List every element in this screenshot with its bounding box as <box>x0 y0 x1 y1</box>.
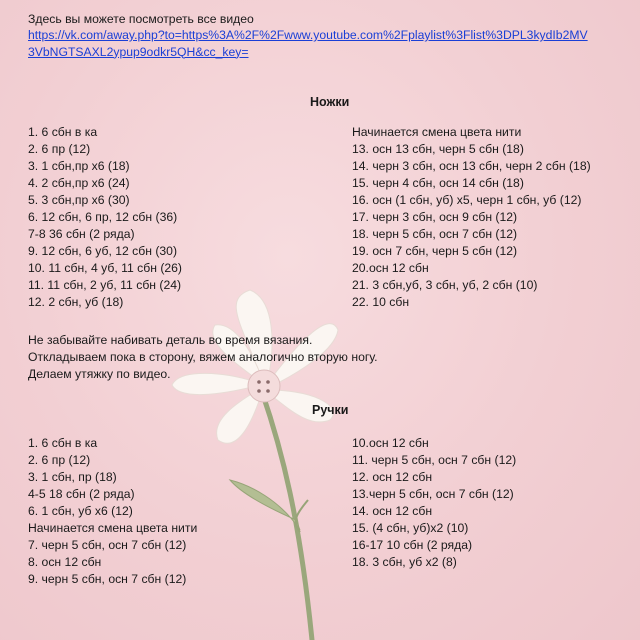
pattern-row: 21. 3 сбн,уб, 3 сбн, уб, 2 сбн (10) <box>352 278 538 292</box>
pattern-row: 9. 12 сбн, 6 уб, 12 сбн (30) <box>28 244 178 258</box>
pattern-row: 1. 6 сбн в ка <box>28 436 98 450</box>
pattern-row: 3. 1 сбн, пр (18) <box>28 470 117 484</box>
instruction-notes <box>28 332 378 383</box>
pattern-row: 17. черн 3 сбн, осн 9 сбн (12) <box>352 210 518 224</box>
pattern-row: 4-5 18 сбн (2 ряда) <box>28 487 135 501</box>
link-line-2[interactable]: 3VbNGTSAXL2ypup9odkr5QH&cc_key= <box>28 44 249 59</box>
pattern-row: 18. 3 сбн, уб х2 (8) <box>352 555 457 569</box>
pattern-row: 16-17 10 сбн (2 ряда) <box>352 538 473 552</box>
pattern-row: 7-8 36 сбн (2 ряда) <box>28 227 135 241</box>
note-line: Не забывайте набивать деталь во время вязания. <box>28 333 313 347</box>
pattern-row: 14. осн 12 сбн <box>352 504 433 518</box>
note-line: Откладываем пока в сторону, вяжем аналогично вторую ногу. <box>28 350 378 364</box>
pattern-row: 8. осн 12 сбн <box>28 555 102 569</box>
pattern-row: 10. 11 сбн, 4 уб, 11 сбн (26) <box>28 261 182 275</box>
pattern-row: 15. (4 сбн, уб)х2 (10) <box>352 521 469 535</box>
intro-text: Здесь вы можете посмотреть все видео <box>28 12 254 26</box>
pattern-row: 5. 3 сбн,пр х6 (30) <box>28 193 130 207</box>
pattern-row: 18. черн 5 сбн, осн 7 сбн (12) <box>352 227 518 241</box>
pattern-row: 13. осн 13 сбн, черн 5 сбн (18) <box>352 142 524 156</box>
pattern-row: 1. 6 сбн в ка <box>28 125 98 139</box>
pattern-row: Начинается смена цвета нити <box>352 125 522 139</box>
note-line: Делаем утяжку по видео. <box>28 367 171 381</box>
pattern-row: 9. черн 5 сбн, осн 7 сбн (12) <box>28 572 187 586</box>
pattern-row: 12. 2 сбн, уб (18) <box>28 295 124 309</box>
pattern-row: 2. 6 пр (12) <box>28 453 91 467</box>
pattern-row: 20.осн 12 сбн <box>352 261 429 275</box>
legs-rows-right <box>352 124 591 311</box>
pattern-row: 13.черн 5 сбн, осн 7 сбн (12) <box>352 487 514 501</box>
pattern-row: 11. черн 5 сбн, осн 7 сбн (12) <box>352 453 517 467</box>
pattern-row: 4. 2 сбн,пр х6 (24) <box>28 176 130 190</box>
arms-heading: Ручки <box>312 403 349 417</box>
legs-heading: Ножки <box>310 95 350 109</box>
pattern-row: 19. осн 7 сбн, черн 5 сбн (12) <box>352 244 518 258</box>
pattern-row: 11. 11 сбн, 2 уб, 11 сбн (24) <box>28 278 182 292</box>
legs-rows-left <box>28 124 182 311</box>
pattern-row: 10.осн 12 сбн <box>352 436 429 450</box>
pattern-row: 3. 1 сбн,пр х6 (18) <box>28 159 130 173</box>
video-playlist-link[interactable] <box>28 27 588 60</box>
pattern-row: 6. 12 сбн, 6 пр, 12 сбн (36) <box>28 210 178 224</box>
arms-rows-left <box>28 435 197 588</box>
pattern-row: 2. 6 пр (12) <box>28 142 91 156</box>
pattern-row: 22. 10 сбн <box>352 295 410 309</box>
pattern-row: Начинается смена цвета нити <box>28 521 198 535</box>
pattern-row: 6. 1 сбн, уб х6 (12) <box>28 504 133 518</box>
link-line-1[interactable]: https://vk.com/away.php?to=https%3A%2F%2Fwww.youtube.com%2Fplaylist%3Flist%3DPL3kydIb2MV <box>28 28 588 42</box>
pattern-row: 7. черн 5 сбн, осн 7 сбн (12) <box>28 538 187 552</box>
pattern-row: 14. черн 3 сбн, осн 13 сбн, черн 2 сбн (18) <box>352 159 591 173</box>
pattern-row: 15. черн 4 сбн, осн 14 сбн (18) <box>352 176 524 190</box>
pattern-row: 12. осн 12 сбн <box>352 470 433 484</box>
pattern-row: 16. осн (1 сбн, уб) х5, черн 1 сбн, уб (12) <box>352 193 582 207</box>
arms-rows-right <box>352 435 516 571</box>
